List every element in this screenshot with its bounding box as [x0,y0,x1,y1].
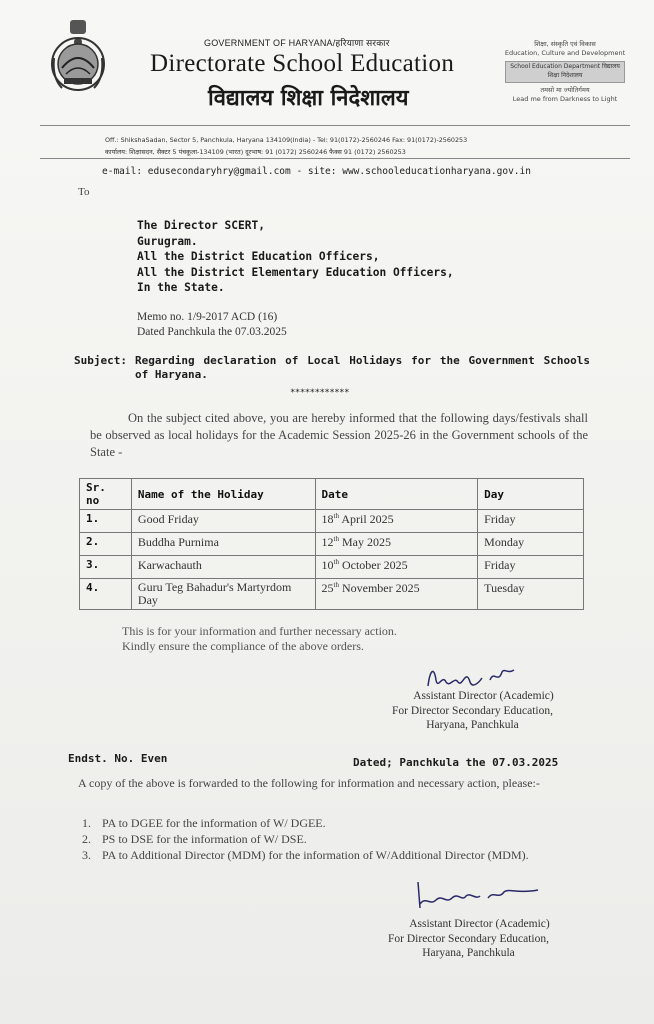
motto-hindi: तमसो मा ज्योतिर्गमय [540,86,590,94]
addressee-line: Gurugram. [137,234,198,248]
header-sr-no: Sr. no [80,479,132,510]
office-address-english: Off.: ShikshaSadan, Sector 5, Panchkula, Haryana 134109(India) - Tel: 91(0172)-2560246 Fax: 91(0172)-2560253 [105,136,468,144]
row-date: 18th April 2025 [315,510,478,533]
subject-text: Regarding declaration of Local Holidays for the Government Schools of Haryana. [135,354,590,381]
header-date: Date [315,479,478,510]
header-day: Day [478,479,584,510]
memo-number: Memo no. 1/9-2017 ACD (16) [137,311,278,323]
tagline-english: Education, Culture and Development [504,49,626,57]
memo-date: Dated Panchkula the 07.03.2025 [137,326,287,338]
addressee-line: All the District Education Officers, [137,250,380,263]
row-day: Friday [478,510,584,533]
row-holiday-name: Buddha Purnima [131,533,315,556]
addressee-line: In the State. [137,281,225,294]
row-sr: 1. [80,510,132,533]
addressee-line: The Director SCERT, [137,219,265,232]
row-date: 12th May 2025 [315,533,478,556]
signature-1-block [360,689,585,733]
subject-label: Subject: [74,354,127,367]
holiday-table [79,478,584,610]
row-day: Monday [478,533,584,556]
copy-recipient-list [82,815,580,863]
department-logo: School Education Department विद्यालय शिक्षा निदेशालय [505,61,625,83]
motto-english: Lead me from Darkness to Light [512,95,618,103]
table-header-row [80,479,584,510]
haryana-emblem-icon [50,18,106,94]
table-row [80,533,584,556]
list-item: 3. PA to Additional Director (MDM) for the information of W/Additional Director (MDM). [82,848,529,862]
tagline-hindi: शिक्षा, संस्कृति एवं विकास [534,40,596,48]
office-address-hindi: कार्यालय: शिक्षासदन, सैक्टर 5 पंचकूला-134109 (भारत) दूरभाष: 91 (0172) 2560246 फैक्स 91 (0172) 2560253 [105,148,406,156]
table-row [80,556,584,579]
table-row [80,579,584,610]
endorsement-number: Endst. No. Even [68,752,168,765]
signature-2-block [356,917,581,961]
info-line: Kindly ensure the compliance of the above orders. [122,639,364,653]
signatory-designation: Assistant Director (Academic) [409,918,550,930]
table-row [80,510,584,533]
row-date: 10th October 2025 [315,556,478,579]
copy-forward-text: A copy of the above is forwarded to the following for information and necessary action, please:- [78,776,540,790]
row-sr: 3. [80,556,132,579]
info-block [122,624,397,654]
signatory-office: For Director Secondary Education, [388,932,549,945]
addressee-line: All the District Elementary Education Officers, [137,265,454,279]
endorsement-date: Dated; Panchkula the 07.03.2025 [353,756,559,769]
signatory-location: Haryana, Panchkula [422,947,515,959]
address-divider [40,158,630,159]
signature-2-icon [408,874,548,914]
row-sr: 2. [80,533,132,556]
directorate-title-hindi: विद्यालय शिक्षा निदेशालय [208,86,409,111]
list-item: 1. PA to DGEE for the information of W/ DGEE. [82,816,326,830]
body-paragraph: On the subject cited above, you are hereby informed that the following days/festivals shall be observed as local holidays for the Academic Session 2025-26 in the Government schools of the State - [90,411,588,459]
row-sr: 4. [80,579,132,610]
department-tagline-block [500,40,630,104]
header-divider [40,125,630,126]
header-holiday-name: Name of the Holiday [131,479,315,510]
signatory-office: For Director Secondary Education, [392,704,553,717]
row-holiday-name: Good Friday [131,510,315,533]
directorate-title: Directorate School Education [150,50,455,77]
info-line: This is for your information and further necessary action. [122,624,397,638]
list-item: 2. PS to DSE for the information of W/ DSE. [82,832,307,846]
row-day: Friday [478,556,584,579]
row-day: Tuesday [478,579,584,610]
to-label: To [78,186,90,198]
addressee-list [137,218,454,296]
government-name: GOVERNMENT OF HARYANA/हरियाणा सरकार [204,38,390,48]
signatory-designation: Assistant Director (Academic) [413,690,554,702]
row-date: 25th November 2025 [315,579,478,610]
separator-stars: ************ [290,388,350,398]
row-holiday-name: Karwachauth [131,556,315,579]
memo-block [137,310,287,340]
signatory-location: Haryana, Panchkula [426,719,519,731]
email-site-line: e-mail: edusecondaryhry@gmail.com - site: www.schooleducationharyana.gov.in [102,166,531,177]
row-holiday-name: Guru Teg Bahadur's Martyrdom Day [131,579,315,610]
